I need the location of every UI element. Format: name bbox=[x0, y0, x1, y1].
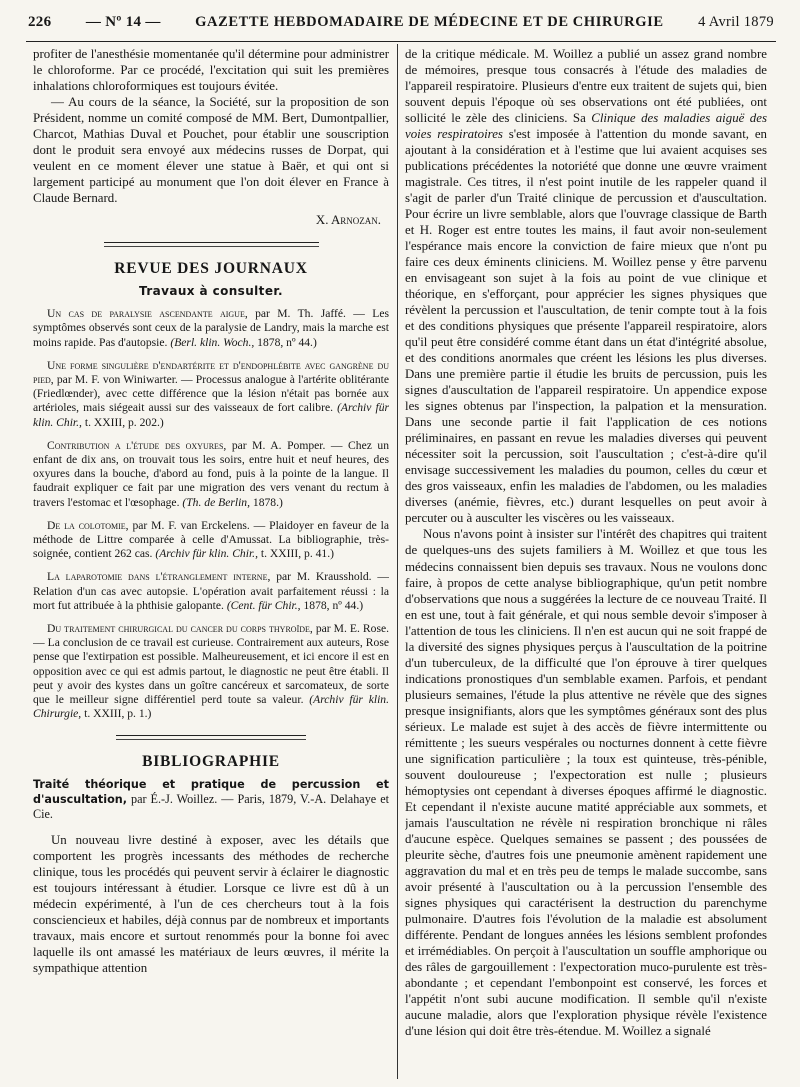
paragraph: Un nouveau livre destiné à exposer, avec les détails que comportent les progrès incessants des méthodes de recherche clinique, tous les procédés qui peuvent servir à éclairer le diagnostic est toujours intéressant à étudier. Lorsque ce livre est dû à un médecin expérimenté, à l'un de ces chercheurs tout à la fois consciencieux et habiles, déjà connus par de nombreux et importants travaux, mais encore et surtout renommés pour la bonne foi avec laquelle ils ont amassé les matériaux de leurs œuvres, il mérite la sympathique attention bbox=[33, 833, 389, 976]
entry-heading: Une forme singulière d'endartérite et d'endophlébite avec gangrène du pied, bbox=[33, 358, 389, 387]
entry-body: par M. Krausshold. — Relation d'un cas avec autopsie. L'opération avait parfaitement réussi : la mort fut attribuée à la phthisie galopante. bbox=[33, 570, 389, 612]
text-run: s'est imposée à l'attention du monde savant, en ajoutant à la considération et à l'estime que lui avaient acquises ses publications précédentes la notoriété que donne une œuvre vraiment magistrale. Ces titres, il n'est point inutile de les rappeler quand il s'agit de parler d'un Traité clinique de percussion et d'auscultation. Pour écrire un livre semblable, alors que l'ouvrage classique de Barth et H. Roger est entre toutes les mains, il faut avoir non-seulement l'espérance mais encore la conviction de faire mieux que n'ont pu faire ces deux éminents cliniciens. M. Woillez pense y être parvenu en envisageant son sujet à la fois au point de vue clinique et théorique, en s'efforçant, pour apprécier les signes physiques que révèlent la percussion et l'auscultation, de tenir compte tout à la fois et des conditions physiques que présente l'appareil respiratoire, alors qu'il peut être considéré comme étant dans un état d'intégrité absolue, et des conditions anormales que créent les lésions les plus diverses. Dans une première partie il étudie les bruits de percussion, puis les signes d'auscultation de l'appareil respiratoire. Un appendice expose les signes obtenus par l'inspection, la palpation et la mensuration. Dans une seconde partie il fait l'application de ces notions préliminaires, en passant en revue les maladies diverses qui peuvent nécessiter soit la percussion, soit l'auscultation ; c'est-à-dire qu'il envisage successivement les maladies du poumon, celles du cœur et des gros vaisseaux, enfin les maladies de l'abdomen, ou les maladies diverses (anémie, fièvres, etc.) durant lesquelles on peut avoir à percuter ou à ausculter les viscères ou les vaisseaux. bbox=[405, 127, 767, 526]
left-column bbox=[33, 46, 389, 1084]
section-subtitle: Travaux à consulter. bbox=[139, 284, 283, 299]
journal-entry bbox=[33, 622, 389, 721]
entry-heading: De la colotomie, bbox=[47, 518, 129, 532]
entry-body: par M. A. Pomper. — Chez un enfant de dix ans, on trouvait tous les soirs, entre huit et neuf heures, des oxyures dans la bouche, d'abord au fond, puis à la pointe de la langue. Il faudrait expliquer ce fait par une migration des vers venant du rectum à travers l'estomac et l'œsophage. bbox=[33, 438, 389, 509]
book-title: Traité théorique et pratique de percussion et d'auscultation, bbox=[33, 777, 389, 806]
header-rule bbox=[26, 41, 776, 42]
text-run: de la critique médicale. M. Woillez a publié un assez grand nombre de mémoires, presque tous consacrés à l'étude des maladies de l'appareil respiratoire. Plusieurs d'entre eux traitent de sujets qui, bien souvent depuis l'époque où ses observations ont été publiées, ont sollicité le zèle des cliniciens. Sa bbox=[405, 47, 767, 126]
book-publisher: par É.-J. Woillez. — Paris, 1879, V.-A. Delahaye et Cie. bbox=[33, 791, 389, 821]
journal-title: GAZETTE HEBDOMADAIRE DE MÉDECINE ET DE CHIRURGIE bbox=[195, 14, 664, 30]
paragraph: — Au cours de la séance, la Société, sur la proposition de son Président, nomme un comité composé de MM. Bert, Dumontpallier, Charcot, Mathias Duval et Pouchet, pour établir une souscription dont le produit sera envoyé aux médecins russes de Dorpat, qui veulent en ce moment élever une statue à Baër, et qui ont si largement participé au monument que l'on doit élever en France à Claude Bernard. bbox=[33, 95, 389, 206]
entry-body: par M. E. Rose. — La conclusion de ce travail est curieuse. Contrairement aux auteurs, Rose pense que l'extirpation est possible. Malheureusement, et ici encore il est en opposition avec ce qui est admis partout, le diagnostic ne peut être établi. Il peut y avoir des kystes dans un goître cancéreux et sarcomateux, de sorte que le meilleur signe différentiel perd toute sa valeur. bbox=[33, 622, 389, 707]
entry-reference-detail: t. XXIII, p. 202.) bbox=[81, 415, 164, 429]
entry-reference-detail: 1878, nº 44.) bbox=[254, 335, 317, 349]
book-citation: Clinique des maladies aiguë des voies respiratoires bbox=[405, 111, 767, 142]
book-reference bbox=[33, 777, 389, 823]
entry-reference-detail: 1878.) bbox=[250, 495, 283, 509]
section-rule bbox=[116, 735, 306, 740]
author-signature: X. Arnozan. bbox=[315, 213, 381, 228]
issue-date: 4 Avril 1879 bbox=[698, 14, 774, 30]
entry-reference-detail: t. XXIII, p. 41.) bbox=[257, 547, 334, 561]
entry-reference-detail: t. XXIII, p. 1.) bbox=[81, 707, 152, 721]
right-column bbox=[405, 46, 767, 1084]
column-divider bbox=[397, 44, 398, 1079]
journal-entry bbox=[33, 307, 389, 350]
entry-reference-detail: 1878, nº 44.) bbox=[300, 598, 364, 612]
entry-heading: Un cas de paralysie ascendante aigue, bbox=[47, 307, 248, 321]
section-title-bibliographie: BIBLIOGRAPHIE bbox=[142, 753, 280, 771]
journal-entry bbox=[33, 439, 389, 510]
entry-reference: (Berl. klin. Woch., bbox=[170, 335, 255, 349]
paragraph: profiter de l'anesthésie momentanée qu'il détermine pour administrer le chloroforme. Par ce procédé, l'excitation qui suit les premières inhalations chloroformiques est toujours évitée. bbox=[33, 47, 389, 94]
entry-reference: (Archiv für klin. Chir., bbox=[155, 547, 258, 561]
entry-reference: (Archiv für klin. Chirurgie, bbox=[33, 693, 389, 721]
entry-body: par M. Th. Jaffé. — Les symptômes observés sont ceux de la paralysie de Landry, mais la marche est moins rapide. Pas d'autopsie. bbox=[33, 307, 389, 349]
page-header bbox=[28, 14, 774, 36]
entry-reference: (Th. de Berlin, bbox=[182, 495, 250, 509]
section-title-revue: REVUE DES JOURNAUX bbox=[114, 260, 308, 278]
entry-body: par M. F. van Erckelens. — Plaidoyer en faveur de la méthode de Littre comparée à celle d'Amussat. La bibliographie, très-soignée, contient 262 cas. bbox=[33, 518, 389, 561]
issue-number: — Nº 14 — bbox=[85, 14, 161, 30]
journal-entry bbox=[33, 359, 389, 430]
entry-reference: (Archiv für klin. Chir., bbox=[33, 401, 389, 429]
page-number: 226 bbox=[28, 14, 52, 30]
entry-heading: Contribution a l'étude des oxyures, bbox=[47, 438, 227, 452]
journal-entry bbox=[33, 519, 389, 562]
paragraph bbox=[405, 46, 767, 526]
entry-body: par M. F. von Winiwarter. — Processus analogue à l'artérite oblitérante (Friedlœnder), avec cette différence que la lésion n'était pas bornée aux artérioles, mais siégeait aussi sur des vaisseaux de fort calibre. bbox=[33, 373, 389, 415]
entry-heading: Du traitement chirurgical du cancer du corps thyroïde, bbox=[47, 622, 313, 636]
entry-reference: (Cent. für Chir., bbox=[226, 598, 301, 612]
paragraph: Nous n'avons point à insister sur l'intérêt des chapitres qui traitent de quelques-uns des sujets familiers à M. Woillez et que tous les médecins connaissent bien depuis ses travaux. Nous ne voulons donc faire, à propos de cette analyse bibliographique, qu'un petit nombre d'observations que nous a suggérées la lecture de ce nouveau Traité. Il en est une, tout à fait générale, et qui nous semble devoir s'imposer à l'attention de tous les cliniciens. Il n'en est aucun qui ne soit frappé de la diversité des signes physiques perçus à l'auscultation de la poitrine d'un tuberculeux, de la difficulté que l'on éprouve à tirer quelques indications pronostiques d'un semblable examen. Parfois, et pendant plusieurs semaines, l'étude la plus attentive ne révèle que des signes presque insignifiants, alors que les symptômes généraux sont des plus sérieux. Le malade est sujet à des accès de fièvre intermittente ou rémittente ; les sueurs vespérales ou nocturnes donnent à cette fièvre une signification particulière ; la toux est quinteuse, très-pénible, souvent douloureuse ; l'expectoration est nulle ; plusieurs hémoptysies ont cependant à diverses époques affirmé le diagnostic. Et cependant il n'existe aucune matité appréciable aux sommets, et jamais l'auscultation ne révèle ni respiration bronchique ni râles d'aucune espèce. Quelques semaines se passent ; des poussées de pleurite sèche, d'autres fois une pneumonie amènent rapidement une aggravation du mal et en très peu de temps le malade succombe, sans avoir présenté à l'auscultation ou à la percussion l'ensemble des signes physiques qui caractérisent la destruction du parenchyme pulmonaire. D'autres fois l'évolution de la maladie est absolument différente. Pendant de longues années les lésions semblent profondes et irrémédiables. On perçoit à l'auscultation un souffle amphorique ou des râles de gargouillement : l'expectoration muco-purulente est très-abondante ; et cependant l'embonpoint est conservé, les forces et l'appétit n'ont subi aucune modification. Il semble qu'il n'existe aucune maladie, alors que l'exploration physique révèle l'existence d'une lésion qui doit être très-étendue. M. Woillez a signalé bbox=[405, 527, 767, 1038]
entry-heading: La laparotomie dans l'étranglement interne, bbox=[47, 570, 271, 584]
journal-entries bbox=[33, 307, 389, 721]
journal-entry bbox=[33, 570, 389, 613]
section-rule bbox=[104, 242, 319, 247]
